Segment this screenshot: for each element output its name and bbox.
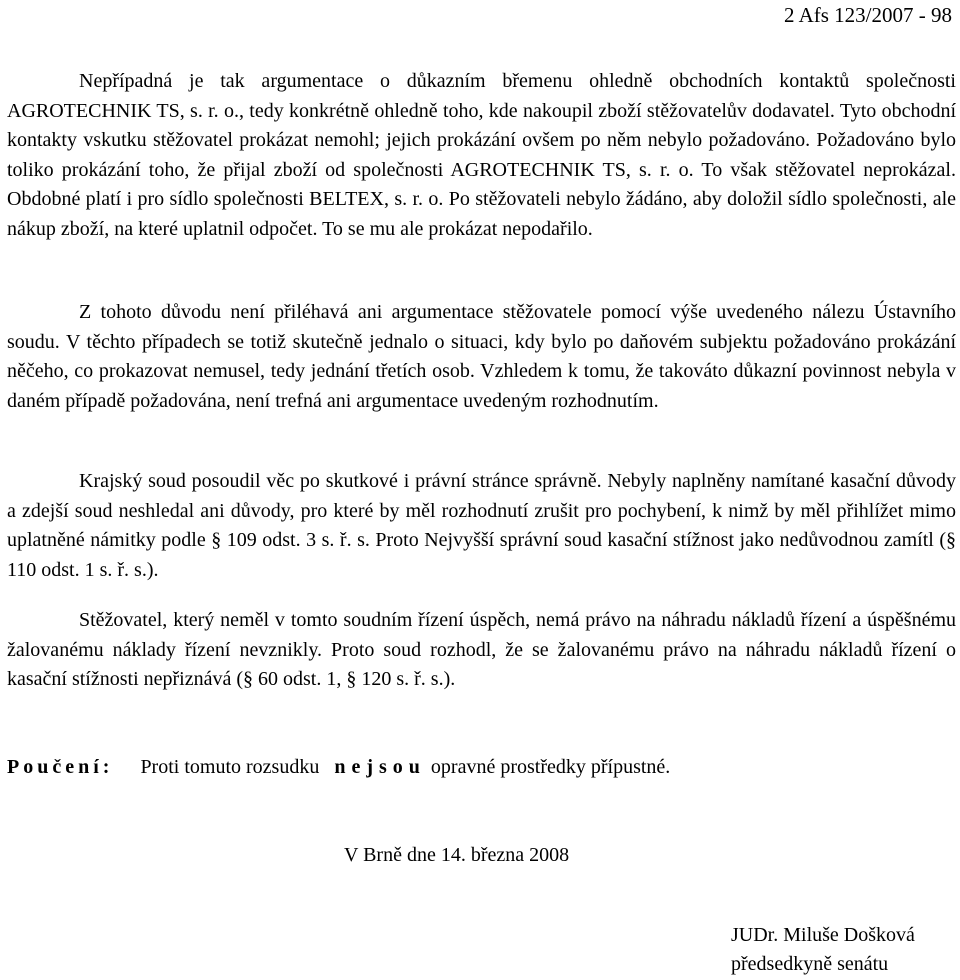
paragraph-regional-court: Krajský soud posoudil věc po skutkové i právní stránce správně. Nebyly naplněny namítané kasační důvody a zdejší soud neshledal ani důvody, pro které by měl rozhodnutí zrušit pro pochybení, k nimž by měl přihlížet mimo uplatněné námitky podle § 109 odst. 3 s. ř. s. Proto Nejvyšší správní soud kasační stížnost jako nedůvodnou zamítl (§ 110 odst. 1 s. ř. s.). xyxy=(7,470,956,581)
legal-instruction xyxy=(7,752,670,782)
instruction-text-after: opravné prostředky přípustné. xyxy=(430,756,671,778)
paragraph-costs: Stěžovatel, který neměl v tomto soudním řízení úspěch, nemá právo na náhradu nákladů řízení a úspěšnému žalovanému náklady řízení nevznikly. Proto soud rozhodl, že se žalovanému právo na náhradu nákladů řízení o kasační stížnosti nepřiznává (§ 60 odst. 1, § 120 s. ř. s.). xyxy=(7,609,956,690)
signature-name: JUDr. Miluše Došková xyxy=(731,924,915,946)
signature-block xyxy=(731,921,915,979)
signature-role: předsedkyně senátu xyxy=(731,953,889,975)
case-reference: 2 Afs 123/2007 - 98 xyxy=(784,3,952,27)
instruction-emphasis: nejsou xyxy=(334,756,426,778)
paragraph-burden-of-proof: Nepřípadná je tak argumentace o důkazním břemenu ohledně obchodních kontaktů společnosti AGROTECHNIK TS, s. r. o., tedy konkrétně ohledně toho, kde nakoupil zboží stěžovatelův dodavatel. Tyto obchodní kontakty vskutku stěžovatel prokázat nemohl; jejich prokázání ovšem po něm nebylo požadováno. Požadováno bylo toliko prokázání toho, že přijal zboží od společnosti AGROTECHNIK TS, s. r. o. To však stěžovatel neprokázal. Obdobné platí i pro sídlo společnosti BELTEX, s. r. o. Po stěžovateli nebylo žádáno, aby doložil sídlo společnosti, ale nákup zboží, na které uplatnil odpočet. To se mu ale prokázat nepodařilo. xyxy=(7,70,956,240)
instruction-text-before: Proti tomuto rozsudku xyxy=(140,756,320,778)
paragraph-constitutional-court: Z tohoto důvodu není přiléhavá ani argumentace stěžovatele pomocí výše uvedeného nálezu Ústavního soudu. V těchto případech se totiž skutečně jednalo o situaci, kdy bylo po daňovém subjektu požadováno prokázání něčeho, co prokazovat nemusel, tedy jednání třetích osob. Vzhledem k tomu, že takováto důkazní povinnost nebyla v daném případě požadována, není trefná ani argumentace uvedeným rozhodnutím. xyxy=(7,301,956,412)
instruction-label: Poučení: xyxy=(7,756,114,778)
date-line: V Brně dne 14. března 2008 xyxy=(344,844,570,866)
